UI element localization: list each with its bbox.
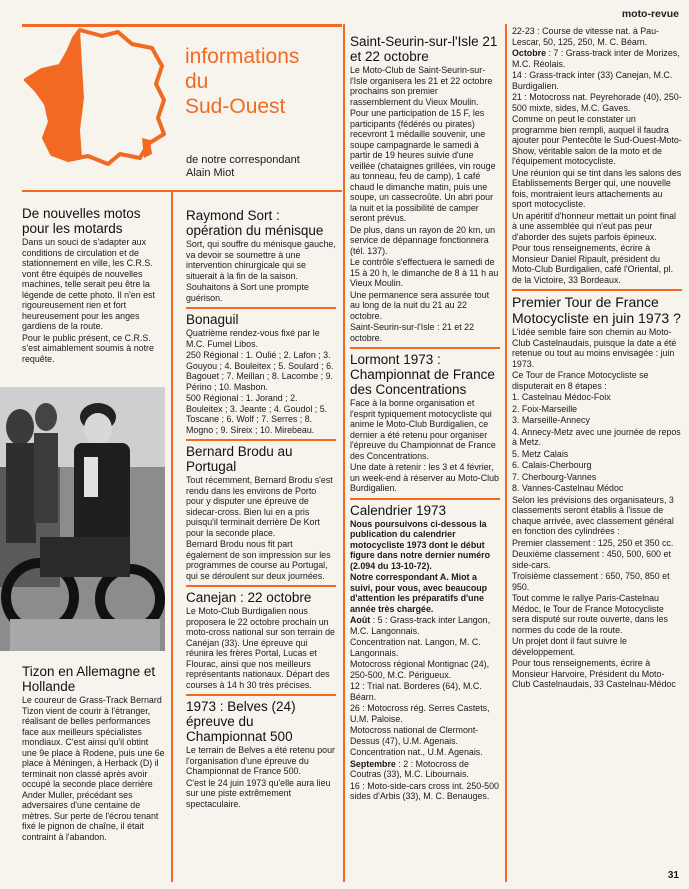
classement: Premier classement : 125, 250 et 350 cc.	[512, 537, 674, 548]
article-title-belves: 1973 : Belves (24) épreuve du Championnat 500	[186, 699, 296, 744]
calendar-entry: Concentration nat. Langon, M. C. Langonnais.	[350, 637, 481, 658]
separator	[186, 694, 336, 696]
stage-item: 5. Metz Calais	[512, 448, 569, 459]
article-body: Pour le public présent, ce C.R.S. s'est aimablement soumis à notre requête.	[22, 332, 154, 364]
calendar-entry	[350, 615, 500, 636]
classement: Troisième classement : 650, 750, 850 et 950.	[512, 571, 670, 592]
month-label: Octobre	[512, 48, 547, 58]
article-body: Le terrain de Belves a été retenu pour l'organisation d'une épreuve du Championnat de France 500.	[186, 745, 335, 776]
month-label: Septembre	[350, 758, 396, 769]
article-body: Tout récemment, Bernard Brodu s'est rendu dans les environs de Porto pour y disputer une épreuve de sidecar-cross. Bien lui en a pris puisqu'il terminait derrière De Kort pour la seconde place.	[186, 475, 333, 538]
stage-item: 6. Calais-Cherbourg	[512, 460, 592, 470]
separator	[350, 347, 500, 349]
france-map-icon	[22, 26, 170, 170]
stage-item: 1. Castelnau Médoc-Foix	[512, 392, 611, 402]
calendar-entry: 16 : Moto-side-cars cross int. 250-500 sides d'Arbis (33), M. C. Benauges.	[350, 780, 499, 801]
stage-item: 3. Marseille-Annecy	[512, 415, 590, 425]
separator	[350, 498, 500, 500]
article-body: Bernard Brodu nous fit part également de son impression sur les programmes de course au Portugal, qui se déroulent sur deux journées.	[186, 539, 331, 581]
article-title-motos: De nouvelles motos pour les motards	[22, 206, 141, 236]
magazine-name: moto-revue	[621, 8, 679, 20]
calendar-entry: Motocross régional Montignac (24), 250-500, M.C. Périgueux.	[350, 659, 490, 680]
article-body: Face à la bonne organisation et l'esprit typiquement motocycliste qui anime le Moto-Club Burdigalien, ce dernier a été retenu pour organiser l'épreuve du Championnat de France des Concentrations.	[350, 398, 496, 461]
calendar-entry: 14 : Grass-track inter (33) Canejan, M.C. Burdigalien.	[512, 70, 673, 91]
stage-item: 8. Vannes-Castelnau Médoc	[512, 483, 624, 493]
article-title-bonaguil: Bonaguil	[186, 312, 239, 327]
column-divider-middle	[343, 24, 345, 882]
separator	[186, 307, 336, 309]
article-title-tizon: Tizon en Allemagne et Hollande	[22, 664, 156, 694]
article-title-brodu: Bernard Brodu au Portugal	[186, 444, 293, 474]
article-body: Dans un souci de s'adapter aux conditions de circulation et de stationnement en ville, les C.R.S. vont être équipés de nouvelles machines, telle serait peu être la légende de cette photo. Il n'en est rigoureusement rien et fort heureusement pour les anges gardiens de la route.	[22, 237, 155, 331]
calendar-entry: 26 : Motocross rég. Serres Castets, U.M. Paloise.	[350, 703, 490, 724]
photo-motard	[0, 387, 165, 651]
calendar-intro: Notre correspondant A. Miot a suivi, pour vous, avec beaucoup d'attention les préparatifs d'une année très chargée.	[350, 572, 488, 614]
article-body: Le Moto-Club de Saint-Seurin-sur-l'Isle organisera les 21 et 22 octobre prochains son premier rassemblement du Vieux Moulin.	[350, 65, 493, 107]
article-body: Une réunion qui se tint dans les salons des Etablissements Berger qui, une nouvelle fois, montraient leurs attachements au sport motocycliste.	[512, 167, 682, 209]
article-title-calendrier: Calendrier 1973	[350, 502, 447, 518]
article-body: Une permanence sera assurée tout au long de la nuit du 21 au 22 octobre.	[350, 289, 490, 321]
article-title-seurin: Saint-Seurin-sur-l'Isle 21 et 22 octobre	[350, 34, 498, 64]
article-body: Quatrième rendez-vous fixé par le M.C. Fumel Libos.	[186, 328, 320, 349]
calendar-text: : 2 : Motocross de Coutras (33), M.C. Libournais.	[350, 758, 469, 779]
calendar-text: : 5 : Grass-track inter Langon, M.C. Langonnais.	[350, 615, 491, 636]
article-body: Pour tous renseignements, écrire à Monsieur Harvoire, Président du Moto-Club Castelnaudais, 33 Castelnau-Médoc	[512, 658, 676, 689]
article-body: L'idée semble faire son chemin au Moto-Club Castelnaudais, puisque la date a été retenue ou tout au moins envisagée : juin 1973.	[512, 327, 677, 369]
article-body: Un apéritif d'honneur mettait un point final à une assemblée qui n'eut pas peur d'aborder des sujets parfois épineux.	[512, 210, 677, 242]
column-1	[22, 206, 165, 365]
calendar-entry	[512, 48, 682, 69]
article-title-lormont: Lormont 1973 : Championnat de France des Concentrations	[350, 352, 495, 397]
article-body: Sort, qui souffre du ménisque gauche, va devoir se soumettre à une intervention chirurgicale qui se situerait à la fin de la saison.	[186, 239, 336, 281]
calendar-entry	[350, 759, 500, 780]
article-body: Comme on peut le constater un programme bien rempli, auquel il faudra ajouter pour Pentecôte le Sud-Ouest-Moto-Show, véritable salon de la moto et de l'équipement motocycliste.	[512, 114, 682, 166]
article-title-sort: Raymond Sort : opération du ménisque	[186, 208, 324, 238]
article-title-tour: Premier Tour de France Motocycliste en juin 1973 ?	[512, 294, 681, 326]
separator	[186, 585, 336, 587]
calendar-entry: 21 : Motocross nat. Peyrehorade (40), 250-500 mixte, sides, M.C. Gaves.	[512, 92, 682, 113]
stage-list	[512, 392, 682, 494]
banner-bottom-rule	[22, 190, 342, 192]
article-body: C'est le 24 juin 1973 qu'elle aura lieu sur une piste extrêmement spectaculaire.	[186, 777, 331, 809]
photo-motard-image	[0, 387, 165, 651]
article-body: Une date à retenir : les 3 et 4 février, un week-end à réserver au Moto-Club Burdigalien.	[350, 462, 499, 493]
article-body: Le coureur de Grass-Track Bernard Tizon vient de courir à l'étranger, réalisant de belles performances face aux meilleurs spécialistes mondiaux. C'est ainsi qu'il obtint une 9e place à Rodene, puis une 6e place à Méningen, à Herback (D) il terminait non classé après avoir occupé la seconde place derrière Ander Muller, précédant ses adversaires d'une centaine de mètres. Sur perte de l'écrou tenant fixé le pignon de chaîne, il était contraint à l'abandon.	[22, 695, 165, 842]
calendar-text: : 7 : Grass-track inter de Morizes, M.C. Réolais.	[512, 48, 680, 69]
stage-item: 7. Cherbourg-Vannes	[512, 471, 597, 482]
article-body: Saint-Seurin-sur-l'Isle : 21 et 22 octobre.	[350, 322, 475, 343]
separator	[186, 439, 336, 441]
section-title: informations du Sud-Ouest	[185, 45, 300, 118]
calendar-entry: Concentration nat., U.M. Agenais.	[350, 747, 483, 757]
page-number: 31	[667, 870, 679, 881]
separator	[512, 289, 682, 291]
article-body: Ce Tour de France Motocycliste se disputerait en 8 étapes :	[512, 370, 649, 391]
calendar-entry: 22-23 : Course de vitesse nat. à Pau-Lescar, 50, 125, 250, M. C. Béarn.	[512, 26, 660, 47]
column-divider-left	[171, 192, 173, 882]
stage-item: 4. Annecy-Metz avec une journée de repos à Metz.	[512, 426, 681, 447]
article-title-canejan: Canejan : 22 octobre	[186, 590, 312, 605]
article-body: De plus, dans un rayon de 20 km, un service de dépannage fonctionnera (tél. 137).	[350, 224, 496, 256]
article-body: Pour tous renseignements, écrire à Monsieur Daniel Ripault, président du Moto-Club Burdigalien, café l'Oriental, pl. de la Victoire, 33 Bordeaux.	[512, 243, 674, 285]
france-map	[22, 26, 170, 170]
article-body: Un projet dont il faut suivre le développement.	[512, 636, 627, 657]
article-body: 250 Régional : 1. Oulié ; 2. Lafon ; 3. Gouyou ; 4. Bouleitex ; 5. Soulard ; 6. Bagouet ; 7. Meillan ; 8. Lacombe ; 9. Périno ; 10. Masbon.	[186, 350, 334, 392]
column-4	[512, 26, 682, 691]
stage-item: 2. Foix-Marseille	[512, 403, 578, 414]
column-2	[186, 208, 336, 810]
article-body: Le Moto-Club Burdigalien nous proposera le 22 octobre prochain un moto-cross national sur son terrain de Canéjan (33). Une épreuve qui réunira les frères Portal, Lucas et Flourac, ainsi que nos meilleurs représentants nationaux. Départ des courses à 14 h 30 très précises.	[186, 606, 335, 690]
column-3	[350, 34, 500, 803]
article-body: Selon les prévisions des organisateurs, 3 classements seront établis à l'issue de chaque arrivée, avec classement général en fonction des cylindrées :	[512, 494, 674, 536]
article-body: Souhaitons à Sort une prompte guérison.	[186, 282, 309, 303]
article-body: Tout comme le rallye Paris-Castelnau Médoc, le Tour de France Motocycliste sera disputé sur route ouverte, dans les normes du code de la route.	[512, 593, 668, 635]
calendar-entry: 12 : Trial nat. Borderes (64), M.C. Béarn.	[350, 681, 482, 702]
month-label: Août	[350, 615, 371, 625]
article-body: Pour une participation de 15 F, les participants (fédérés ou pirates) recevront 1 médaille souvenir, une soupe campagnarde le samedi à partir de 19 heures suivie d'une veillée (chataignes grillées, vin rouge au tonneau, feu de camp), 1 café chaud le dimanche matin, puis une soupe, un cassecroûte. Un abri pour la nuit et la possibilité de camper seront prévus.	[350, 108, 496, 223]
byline: de notre correspondant Alain Miot	[186, 154, 300, 179]
column-1-bottom	[22, 664, 165, 843]
article-body: 500 Régional : 1. Jorand ; 2. Bouleitex ; 3. Jeante ; 4. Goudol ; 5. Toscane ; 6. Wolf ; 7. Serres ; 8. Mogno ; 9. Sireix ; 10. Mirebeau.	[186, 393, 328, 435]
column-divider-right	[505, 24, 507, 882]
calendar-entry: Motocross national de Clermont-Dessus (47), U.M. Agenais.	[350, 725, 479, 746]
article-body: Le contrôle s'effectuera le samedi de 15 à 20 h, le dimanche de 8 à 11 h au Vieux Moulin.	[350, 257, 499, 288]
classement: Deuxième classement : 450, 500, 600 et side-cars.	[512, 549, 671, 570]
calendar-intro: Nous poursuivons ci-dessous la publication du calendrier motocycliste 1973 dont le début figure dans notre dernier numéro (2.094 du 13-10-72).	[350, 518, 491, 571]
